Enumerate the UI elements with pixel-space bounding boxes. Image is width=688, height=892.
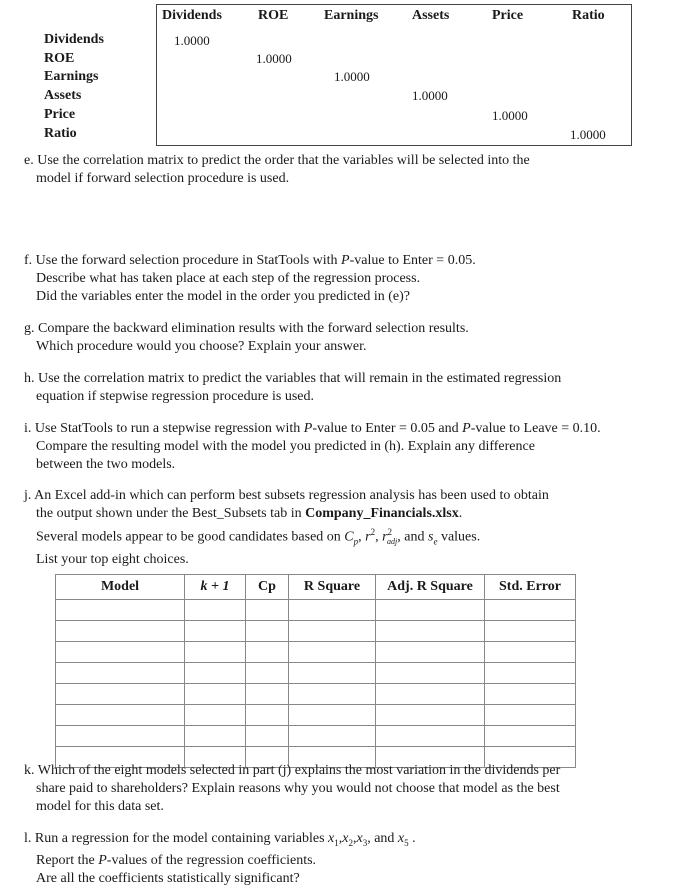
table-row [56,621,576,642]
table-cell[interactable] [56,663,185,684]
table-cell[interactable] [56,684,185,705]
table-cell[interactable] [289,621,376,642]
question-g-line2: Which procedure would you choose? Explain your answer. [36,339,367,354]
table-cell[interactable] [246,621,289,642]
col-header-roe: ROE [258,8,289,23]
question-e-line1: e. Use the correlation matrix to predict the order that the variables will be selected into the [24,153,530,168]
table-cell[interactable] [289,684,376,705]
cell-price-price: 1.0000 [492,108,528,123]
question-h-line2: equation if stepwise regression procedure is used. [36,389,314,404]
cell-dividends-dividends: 1.0000 [174,33,210,48]
table-cell[interactable] [376,705,485,726]
question-l-line2: Report the P-values of the regression coefficients. [36,852,317,868]
question-h [24,370,561,406]
question-j-line4: List your top eight choices. [36,552,189,568]
question-i [24,420,601,474]
row-label-price: Price [44,107,76,122]
table-cell[interactable] [246,726,289,747]
question-k [24,762,560,816]
question-g [24,320,469,356]
table-row [56,663,576,684]
question-f-line3: Did the variables enter the model in the order you predicted in (e)? [36,289,410,304]
matrix-frame [156,4,632,146]
table-cell[interactable] [56,726,185,747]
table-cell[interactable] [485,663,576,684]
table-cell[interactable] [56,621,185,642]
question-f [24,252,476,306]
question-g-line1: g. Compare the backward elimination results with the forward selection results. [24,321,469,336]
table-cell[interactable] [485,684,576,705]
question-j [24,487,549,569]
table-header-row [56,575,576,600]
table-cell[interactable] [485,642,576,663]
col-header-dividends: Dividends [162,8,222,23]
question-l-line1: l. Run a regression for the model containing variables $x_1,x_2,x_3$, and $x_5$ . [24,831,416,848]
table-cell[interactable] [376,726,485,747]
header-r-square: R Square [289,575,376,600]
question-h-line1: h. Use the correlation matrix to predict the variables that will remain in the estimated regression [24,371,562,386]
header-std-error: Std. Error [485,575,576,600]
row-label-ratio: Ratio [44,126,77,141]
row-label-earnings: Earnings [44,69,99,84]
table-cell[interactable] [185,663,246,684]
table-cell[interactable] [246,642,289,663]
table-cell[interactable] [376,621,485,642]
table-cell[interactable] [376,663,485,684]
table-cell[interactable] [376,642,485,663]
row-label-assets: Assets [44,88,82,103]
question-f-line1: f. Use the forward selection procedure in StatTools with P-value to Enter = 0.05. [24,253,476,268]
header-cp: Cp [246,575,289,600]
row-label-dividends: Dividends [44,32,104,47]
table-cell[interactable] [289,663,376,684]
col-header-ratio: Ratio [572,8,605,23]
table-cell[interactable] [376,684,485,705]
cell-assets-assets: 1.0000 [412,88,448,103]
question-j-line3: Several models appear to be good candidates based on $C_p$, $r^2$, $r^2_{adj}$, and $s_e$ values. [36,527,481,547]
col-header-assets: Assets [412,8,450,23]
table-cell[interactable] [56,600,185,621]
table-cell[interactable] [246,663,289,684]
table-cell[interactable] [485,600,576,621]
header-model: Model [56,575,185,600]
question-i-line3: between the two models. [36,457,176,472]
header-k-plus-1: k + 1 [185,575,246,600]
cell-roe-roe: 1.0000 [256,51,292,66]
table-cell[interactable] [56,705,185,726]
question-f-line2: Describe what has taken place at each step of the regression process. [36,271,421,286]
table-cell[interactable] [246,600,289,621]
table-cell[interactable] [56,642,185,663]
table-cell[interactable] [185,642,246,663]
table-row [56,684,576,705]
question-k-line3: model for this data set. [36,799,164,814]
table-cell[interactable] [485,726,576,747]
table-row [56,600,576,621]
table-cell[interactable] [185,600,246,621]
question-j-line1: j. An Excel add-in which can perform best subsets regression analysis has been used to obtain [24,488,549,503]
table-cell[interactable] [289,726,376,747]
col-header-price: Price [492,8,524,23]
cell-earnings-earnings: 1.0000 [334,69,370,84]
filename: Company_Financials.xlsx [305,506,459,521]
question-l [24,830,416,888]
header-adj-r-square: Adj. R Square [376,575,485,600]
table-cell[interactable] [376,600,485,621]
table-cell[interactable] [289,600,376,621]
table-cell[interactable] [185,684,246,705]
question-k-line1: k. Which of the eight models selected in part (j) explains the most variation in the dividends per [24,763,561,778]
question-i-line2: Compare the resulting model with the model you predicted in (h). Explain any difference [36,439,535,454]
table-cell[interactable] [185,726,246,747]
question-l-line3: Are all the coefficients statistically significant? [36,870,300,886]
table-cell[interactable] [185,705,246,726]
table-row [56,705,576,726]
question-e-line2: model if forward selection procedure is used. [36,171,290,186]
table-cell[interactable] [485,621,576,642]
table-cell[interactable] [246,705,289,726]
best-subsets-table [55,574,576,768]
table-cell[interactable] [289,642,376,663]
table-cell[interactable] [185,621,246,642]
table-row [56,642,576,663]
question-j-line2: the output shown under the Best_Subsets tab in Company_Financials.xlsx. [36,506,463,521]
cell-ratio-ratio: 1.0000 [570,127,606,142]
question-e [24,152,530,188]
correlation-matrix [0,0,688,150]
col-header-earnings: Earnings [324,8,379,23]
table-cell[interactable] [289,705,376,726]
row-label-roe: ROE [44,51,75,66]
table-row [56,726,576,747]
question-i-line1: i. Use StatTools to run a stepwise regression with P-value to Enter = 0.05 and P-value to Leave = 0.10. [24,421,601,436]
question-k-line2: share paid to shareholders? Explain reasons why you would not choose that model as the best [36,781,560,796]
table-cell[interactable] [485,705,576,726]
table-cell[interactable] [246,684,289,705]
